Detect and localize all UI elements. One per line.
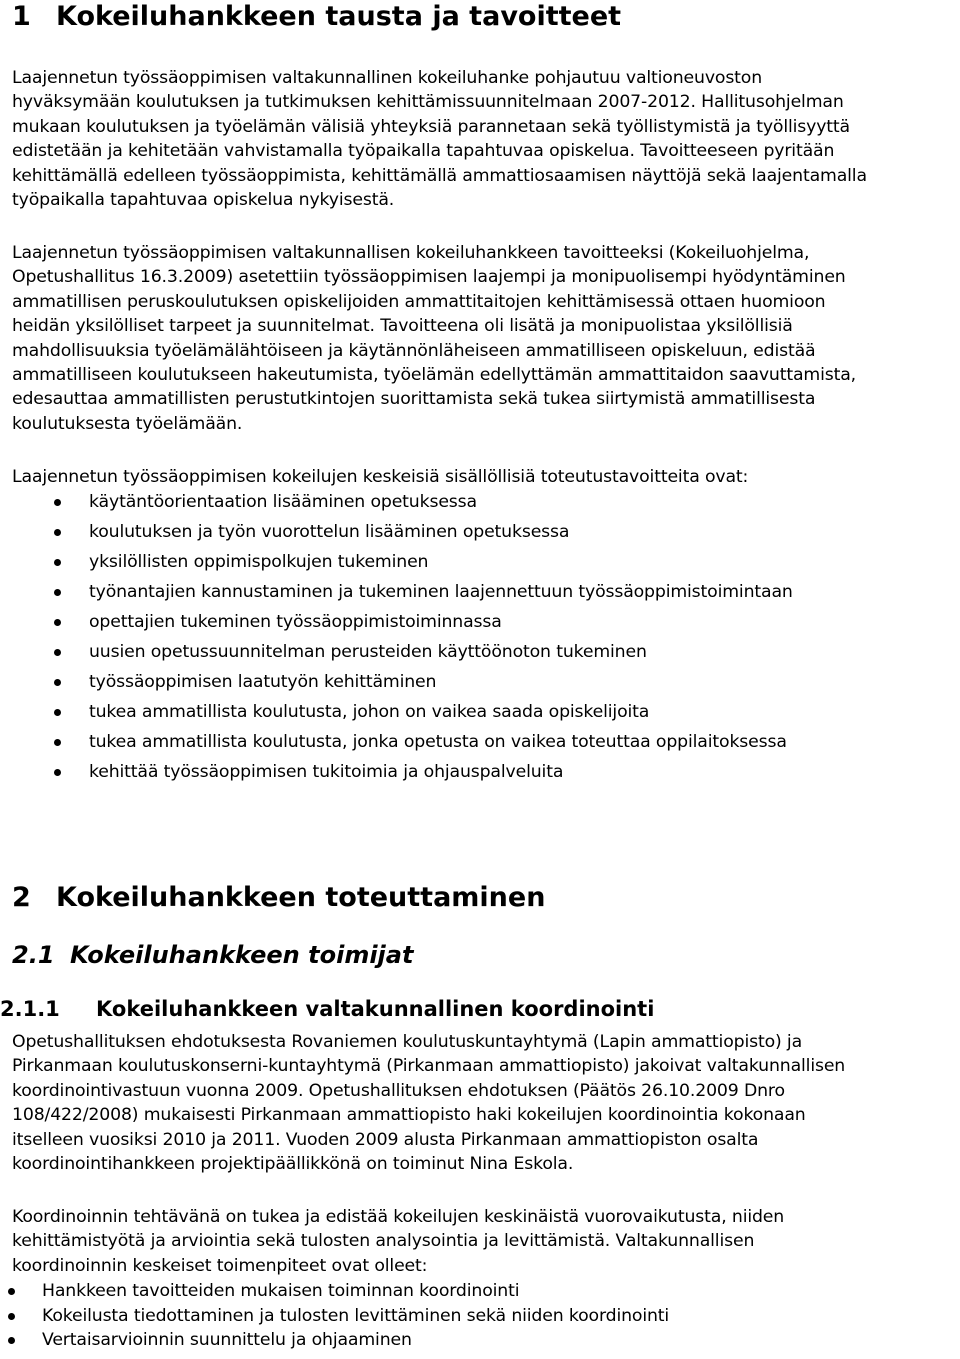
- section-2-title: Kokeiluhankkeen toteuttaminen: [56, 882, 546, 913]
- text-line: kehittämällä edelleen työssäoppimista, kehittämällä ammattiosaamisen näyttöjä sekä laajentamalla: [12, 165, 867, 186]
- text-line: edistetään ja kehitetään vahvistamalla työpaikalla tapahtuvaa opiskelua. Tavoitteeseen pyritään: [12, 141, 835, 162]
- text-line: koordinoinnin keskeiset toimenpiteet ovat olleet:: [12, 1255, 428, 1276]
- list-item: työssäoppimisen laatutyön kehittäminen: [12, 667, 793, 697]
- section-2-heading: [12, 881, 545, 915]
- section-1-title: Kokeiluhankkeen tausta ja tavoitteet: [56, 1, 622, 32]
- section-1-paragraph-2: [12, 241, 856, 436]
- text-line: ammatillisen peruskoulutuksen opiskelijoiden ammattitaitojen kehittämisessä ottaen huomioon: [12, 291, 826, 312]
- list-item: työnantajien kannustaminen ja tukeminen laajennettuun työssäoppimistoimintaan: [12, 577, 793, 607]
- bullet-icon: [54, 739, 61, 746]
- subsection-2-1-1-paragraph-2: [12, 1205, 784, 1278]
- bullet-icon: [8, 1288, 15, 1295]
- text-line: koordinointihankkeen projektipäällikkönä on toiminut Nina Eskola.: [12, 1154, 574, 1175]
- list-item: yksilöllisten oppimispolkujen tukeminen: [12, 547, 793, 577]
- text-line: Laajennetun työssäoppimisen kokeilujen keskeisiä sisällöllisiä toteutustavoitteita ovat:: [12, 467, 749, 487]
- text-line: Laajennetun työssäoppimisen valtakunnallinen kokeiluhanke pohjautuu valtioneuvoston: [12, 68, 763, 88]
- section-2-number: 2: [12, 882, 31, 913]
- text-line: Opetushallitus 16.3.2009) asetettiin työssäoppimisen laajempi ja monipuolisempi hyödyntäminen: [12, 267, 846, 288]
- list-item: käytäntöorientaation lisääminen opetuksessa: [12, 487, 793, 517]
- text-line: ammatilliseen koulutukseen hakeutumista, työelämän edellyttämän ammattitaidon saavuttamista,: [12, 365, 857, 386]
- bullet-icon: [8, 1337, 15, 1344]
- section-1-paragraph-1: [12, 66, 867, 212]
- list-item: tukea ammatillista koulutusta, jonka opetusta on vaikea toteuttaa oppilaitoksessa: [12, 727, 793, 757]
- text-line: Laajennetun työssäoppimisen valtakunnallisen kokeiluhankkeen tavoitteeksi (Kokeiluohjelma,: [12, 243, 810, 263]
- list-item: koulutuksen ja työn vuorottelun lisääminen opetuksessa: [12, 517, 793, 547]
- text-line: 108/422/2008) mukaisesti Pirkanmaan ammattiopisto haki kokeilujen koordinointia kokonaan: [12, 1105, 806, 1126]
- list-item: tukea ammatillista koulutusta, johon on vaikea saada opiskelijoita: [12, 697, 793, 727]
- bullet-icon: [54, 529, 61, 536]
- text-line: Koordinoinnin tehtävänä on tukea ja edistää kokeilujen keskinäistä vuorovaikutusta, niiden: [12, 1207, 785, 1227]
- section-1-paragraph-3: [12, 465, 748, 489]
- list-item: kehittää työssäoppimisen tukitoimia ja ohjauspalveluita: [12, 757, 793, 787]
- subsection-2-1-number: 2.1: [12, 941, 55, 969]
- bullet-icon: [54, 709, 61, 716]
- subsection-2-1-heading: [12, 940, 413, 970]
- bullet-icon: [54, 679, 61, 686]
- subsection-2-1-1-paragraph-1: [12, 1030, 845, 1176]
- bullet-icon: [54, 769, 61, 776]
- list-item: Hankkeen tavoitteiden mukaisen toiminnan koordinointi: [12, 1279, 669, 1304]
- coordination-tasks-list: [12, 1279, 669, 1353]
- list-item: Vertaisarvioinnin suunnittelu ja ohjaaminen: [12, 1328, 669, 1353]
- text-line: itselleen vuosiksi 2010 ja 2011. Vuoden 2009 alusta Pirkanmaan ammattiopiston osalta: [12, 1129, 759, 1150]
- text-line: mahdollisuuksia työelämälähtöiseen ja käytännönläheiseen ammatilliseen opiskeluun, edistää: [12, 340, 816, 361]
- text-line: koulutuksesta työelämään.: [12, 413, 243, 434]
- text-line: hyväksymään koulutuksen ja tutkimuksen kehittämissuunnitelmaan 2007-2012. Hallitusohjelman: [12, 92, 844, 113]
- section-1-heading: [12, 0, 621, 34]
- text-line: edesauttaa ammatillisten perustutkintojen suorittamista sekä tukea siirtymistä ammatillisesta: [12, 389, 816, 410]
- text-line: heidän yksilölliset tarpeet ja suunnitelmat. Tavoitteena oli lisätä ja monipuolistaa yksilöllisiä: [12, 316, 793, 337]
- text-line: mukaan koulutuksen ja työelämän välisiä yhteyksiä parannetaan sekä työllistymistä ja työllisyyttä: [12, 116, 850, 137]
- subsection-2-1-1-title: Kokeiluhankkeen valtakunnallinen koordinointi: [96, 997, 655, 1021]
- list-item: uusien opetussuunnitelman perusteiden käyttöönoton tukeminen: [12, 637, 793, 667]
- text-line: kehittämistyötä ja arviointia sekä tulosten analysointia ja levittämistä. Valtakunnallisen: [12, 1231, 755, 1252]
- subsection-2-1-title: Kokeiluhankkeen toimijat: [70, 941, 414, 969]
- bullet-icon: [8, 1313, 15, 1320]
- subsection-2-1-1-number: 2.1.1: [0, 997, 60, 1021]
- bullet-icon: [54, 619, 61, 626]
- text-line: koordinointivastuun vuonna 2009. Opetushallituksen ehdotuksen (Päätös 26.10.2009 Dnro: [12, 1080, 785, 1101]
- text-line: Opetushallituksen ehdotuksesta Rovaniemen koulutuskuntayhtymä (Lapin ammattiopisto) ja: [12, 1032, 803, 1052]
- bullet-icon: [54, 589, 61, 596]
- bullet-icon: [54, 559, 61, 566]
- goals-list: [12, 487, 793, 787]
- list-item: Kokeilusta tiedottaminen ja tulosten levittäminen sekä niiden koordinointi: [12, 1304, 669, 1329]
- text-line: Pirkanmaan koulutuskonserni-kuntayhtymä (Pirkanmaan ammattiopisto) jakoivat valtakunnallisen: [12, 1056, 846, 1077]
- bullet-icon: [54, 649, 61, 656]
- text-line: työpaikalla tapahtuvaa opiskelua nykyisestä.: [12, 190, 395, 211]
- subsection-2-1-1-heading: [0, 996, 654, 1022]
- section-1-number: 1: [12, 1, 31, 32]
- list-item: opettajien tukeminen työssäoppimistoiminnassa: [12, 607, 793, 637]
- bullet-icon: [54, 499, 61, 506]
